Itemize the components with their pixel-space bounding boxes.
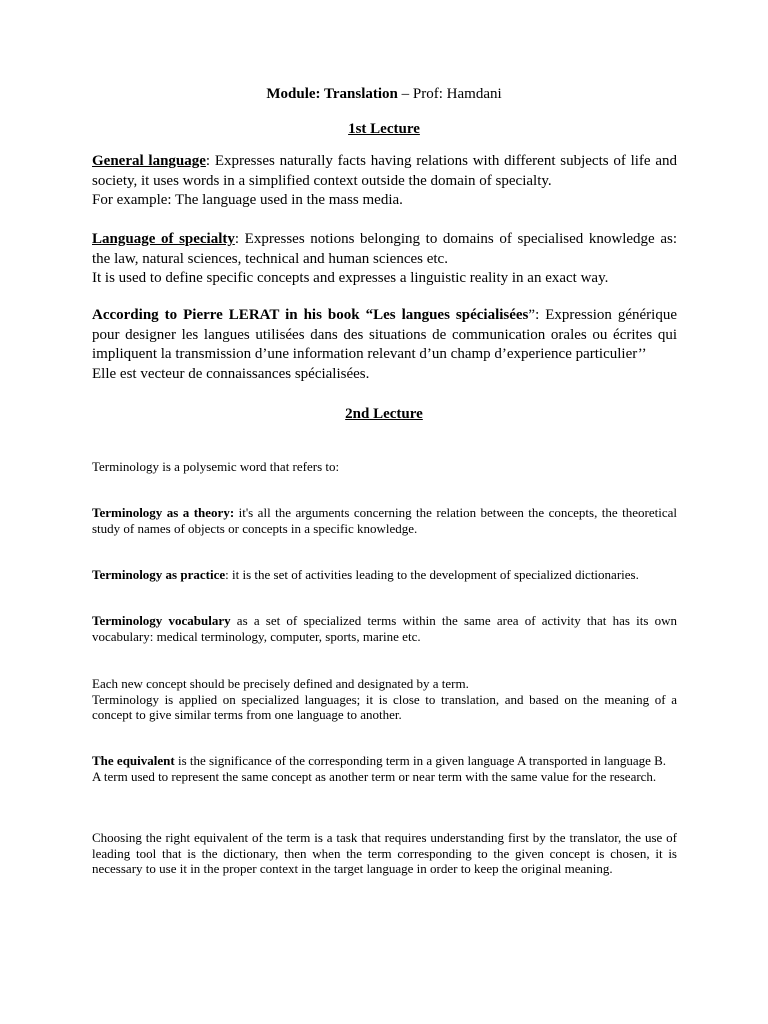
choosing-equivalent-paragraph: Choosing the right equivalent of the term is a task that requires understanding first by the translator, the use of leading tool that is the dictionary, then when the term corresponding to the given concept is chosen, it is necessary to use it in the proper context in the target language in order to keep the original meaning. [92,830,677,877]
terminology-practice-term: Terminology as practice [92,567,226,582]
general-language-term: General language [92,153,206,169]
terminology-vocabulary-paragraph [92,613,677,644]
concept-line-2: Terminology is applied on specialized languages; it is close to translation, and based on the meaning of a concept to give similar terms from one language to another. [92,691,677,723]
general-language-example: For example: The language used in the mass media. [92,192,403,208]
concept-paragraph [92,676,677,723]
terminology-theory-definition: it's all the arguments concerning the relation between the concepts, the theoretical study of names of objects or concepts in a specific knowledge. [92,505,677,536]
lerat-citation: According to Pierre LERAT in his book “Les langues spécialisées [92,307,529,323]
general-language-paragraph [92,152,677,211]
language-of-specialty-paragraph [92,230,677,289]
general-language-definition: : Expresses naturally facts having relations with different subjects of life and society, it uses words in a simplified context outside the domain of specialty. [92,153,677,189]
language-of-specialty-definition: : Expresses notions belonging to domains of specialised knowledge as: the law, natural sciences, technical and human sciences etc. [92,231,677,267]
terminology-practice-paragraph [92,567,677,583]
terminology-theory-paragraph [92,505,677,536]
terminology-practice-definition: : it is the set of activities leading to the development of specialized dictionaries. [225,567,639,582]
equivalent-note: A term used to represent the same concept as another term or near term with the same value for the research. [92,768,657,784]
module-label: Module: Translation [266,86,398,102]
equivalent-definition: is the significance of the corresponding term in a given language A transported in language B. [174,753,667,768]
lerat-quote-paragraph [92,306,677,384]
lerat-quote: ”: Expression générique pour designer les langues utilisées dans des situations de communication orales ou écrites qui impliquent la transmission d’une information relevant d’un champ d’experience particulier’’ [92,307,677,362]
language-of-specialty-term: Language of specialty [92,231,235,247]
terminology-intro: Terminology is a polysemic word that refers to: [92,459,340,474]
title-dash: – [397,86,413,102]
page-title [0,86,768,103]
terminology-theory-term: Terminology as a theory: [92,505,235,520]
terminology-vocabulary-term: Terminology vocabulary [92,613,231,628]
lerat-note: Elle est vecteur de connaissances spécialisées. [92,365,370,382]
equivalent-paragraph [92,753,677,784]
lecture-1-heading: 1st Lecture [348,121,420,137]
lecture-2-heading: 2nd Lecture [345,406,423,422]
language-of-specialty-note: It is used to define specific concepts and expresses a linguistic reality in an exact way. [92,270,609,286]
equivalent-term: The equivalent [92,753,175,768]
professor-name: Prof: Hamdani [412,86,502,102]
terminology-vocabulary-definition: as a set of specialized terms within the same area of activity that has its own vocabulary: medical terminology, computer, sports, marine etc. [92,613,677,644]
concept-line-1: Each new concept should be precisely defined and designated by a term. [92,676,469,691]
